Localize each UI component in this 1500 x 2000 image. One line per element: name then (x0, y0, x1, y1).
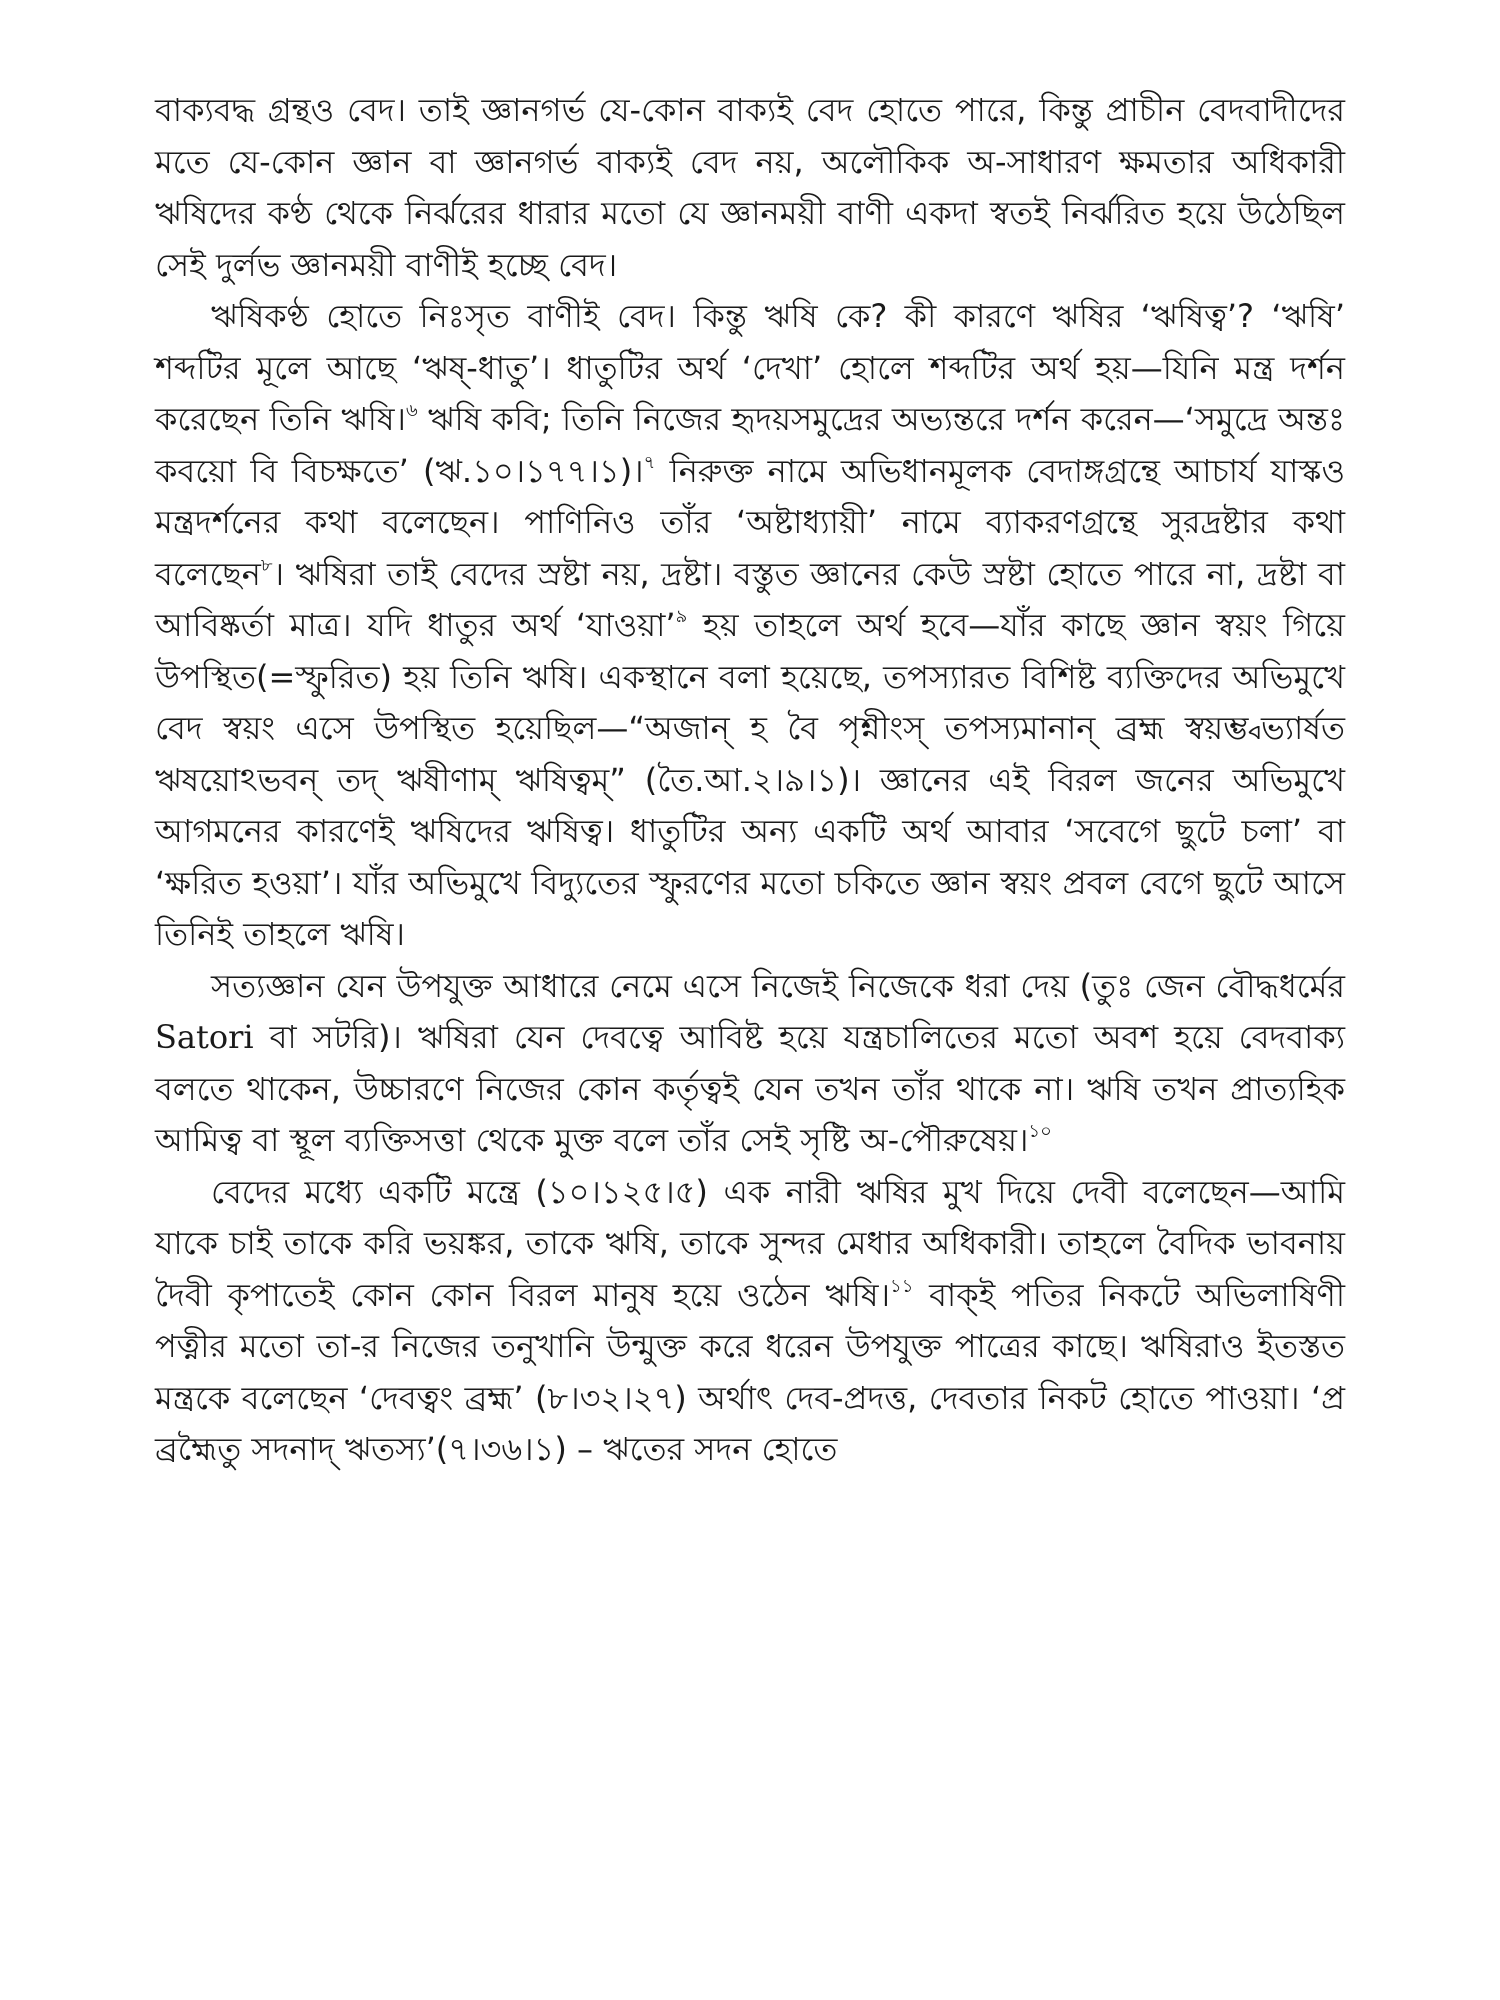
paragraph-2 (155, 291, 1345, 961)
footnote-marker-8[interactable]: ৮ (260, 554, 273, 576)
paragraph-3-text-a: সত্যজ্ঞান যেন উপযুক্ত আধারে নেমে এসে নিজেই নিজেকে ধরা দেয় (তুঃ জেন বৌদ্ধধর্মের (211, 966, 1345, 1005)
paragraph-2-text-a: ঋষিকণ্ঠ হোতে নিঃসৃত বাণীই বেদ। কিন্তু ঋষি কে? কী কারণে ঋষির ‘ঋষিত্ব’? ‘ঋষি’ শব্দটির মূলে আছে ‘ঋষ্-ধাতু’। ধাতুটির অর্থ ‘দেখা’ হোলে শব্দটির অর্থ হয়—যিনি মন্ত্র দর্শন করেছেন তিনি ঋষি। (155, 297, 1345, 438)
paragraph-1-text: বাক্যবদ্ধ গ্রন্থও বেদ। তাই জ্ঞানগর্ভ যে-কোন বাক্যই বেদ হোতে পারে, কিন্তু প্রাচীন বেদবাদীদের মতে যে-কোন জ্ঞান বা জ্ঞানগর্ভ বাক্যই বেদ নয়, অলৌকিক অ-সাধারণ ক্ষমতার অধিকারী ঋষিদের কণ্ঠ থেকে নির্ঝরের ধারার মতো যে জ্ঞানময়ী বাণী একদা স্বতই নির্ঝরিত হয়ে উঠেছিল সেই দুর্লভ জ্ঞানময়ী বাণীই হচ্ছে বেদ। (155, 91, 1345, 284)
paragraph-1 (155, 85, 1345, 291)
paragraph-2-text-d: । ঋষিরা তাই বেদের স্রষ্টা নয়, দ্রষ্টা। বস্তুত জ্ঞানের কেউ স্রষ্টা হোতে পারে না, দ্রষ্টা বা আবিষ্কর্তা মাত্র। যদি ধাতুর অর্থ ‘যাওয়া’ (155, 554, 1345, 644)
paragraph-3 (155, 961, 1345, 1167)
paragraph-2-text-e: হয় তাহলে অর্থ হবে—যাঁর কাছে জ্ঞান স্বয়ং গিয়ে উপস্থিত(=স্ফুরিত) হয় তিনি ঋষি। একস্থানে বলা হয়েছে, তপস্যারত বিশিষ্ট ব্যক্তিদের অভিমুখে বেদ স্বয়ং এসে উপস্থিত হয়েছিল—“অজান্ হ বৈ পৃশ্নীংস্ তপস্যমানান্ ব্রহ্ম স্বয়ম্ভ্বভ্যার্ষত ঋষয়োঽভবন্ তদ্ ঋষীণাম্ ঋষিত্বম্” (তৈ.আ.২।৯।১)। জ্ঞানের এই বিরল জনের অভিমুখে আগমনের কারণেই ঋষিদের ঋষিত্ব। ধাতুটির অন্য একটি অর্থ আবার ‘সবেগে ছুটে চলা’ বা ‘ক্ষরিত হওয়া’। যাঁর অভিমুখে বিদ্যুতের স্ফুরণের মতো চকিতে জ্ঞান স্বয়ং প্রবল বেগে ছুটে আসে তিনিই তাহলে ঋষি। (155, 606, 1345, 953)
paragraph-4-text-b: বাক্ই পতির নিকটে অভিলাষিণী পত্নীর মতো তা-র নিজের তনুখানি উন্মুক্ত করে ধরেন উপযুক্ত পাত্রের কাছে। ঋষিরাও ইতস্তত মন্ত্রকে বলেছেন ‘দেবত্বং ব্রহ্ম’ (৮।৩২।২৭) অর্থাৎ দেব-প্রদত্ত, দেবতার নিকট হোতে পাওয়া। ‘প্র ব্রহ্মৈতু সদনাদ্ ঋতস্য’(৭।৩৬।১) – ঋতের সদন হোতে (155, 1275, 1345, 1468)
paragraph-4-text-a: বেদের মধ্যে একটি মন্ত্রে (১০।১২৫।৫) এক নারী ঋষির মুখ দিয়ে দেবী বলেছেন—আমি যাকে চাই তাকে করি ভয়ঙ্কর, তাকে ঋষি, তাকে সুন্দর মেধার অধিকারী। তাহলে বৈদিক ভাবনায় দৈবী কৃপাতেই কোন কোন বিরল মানুষ হয়ে ওঠেন ঋষি। (155, 1172, 1345, 1314)
paragraph-4 (155, 1167, 1345, 1476)
footnote-marker-11[interactable]: ১১ (890, 1275, 914, 1297)
paragraph-3-text-b: বা সটরি)। ঋষিরা যেন দেবত্বে আবিষ্ট হয়ে যন্ত্রচালিতের মতো অবশ হয়ে বেদবাক্য বলতে থাকেন, উচ্চারণে নিজের কোন কর্তৃত্বই যেন তখন তাঁর থাকে না। ঋষি তখন প্রাত্যহিক আমিত্ব বা স্থূল ব্যক্তিসত্তা থেকে মুক্ত বলে তাঁর সেই সৃষ্টি অ-পৌরুষেয়। (155, 1018, 1345, 1159)
satori-term: Satori (155, 1018, 254, 1056)
paragraph-2-text-b: ঋষি কবি; তিনি নিজের হৃদয়সমুদ্রের অভ্যন্তরে দর্শন করেন—‘সমুদ্রে অন্তঃ কবয়ো বি বিচক্ষতে’ (ঋ.১০।১৭৭।১)। (155, 400, 1346, 490)
footnote-marker-7[interactable]: ৭ (643, 451, 656, 473)
book-page (155, 85, 1345, 1945)
paragraph-2-text-c: নিরুক্ত নামে অভিধানমূলক বেদাঙ্গগ্রন্থে আচার্য যাস্কও মন্ত্রদর্শনের কথা বলেছেন। পাণিনিও তাঁর ‘অষ্টাধ্যায়ী’ নামে ব্যাকরণগ্রন্থে সুরদ্রষ্টার কথা বলেছেন (155, 451, 1345, 593)
footnote-marker-10[interactable]: ১০ (1028, 1121, 1052, 1142)
footnote-marker-6[interactable]: ৬ (405, 400, 418, 421)
footnote-marker-9[interactable]: ৯ (675, 606, 688, 627)
